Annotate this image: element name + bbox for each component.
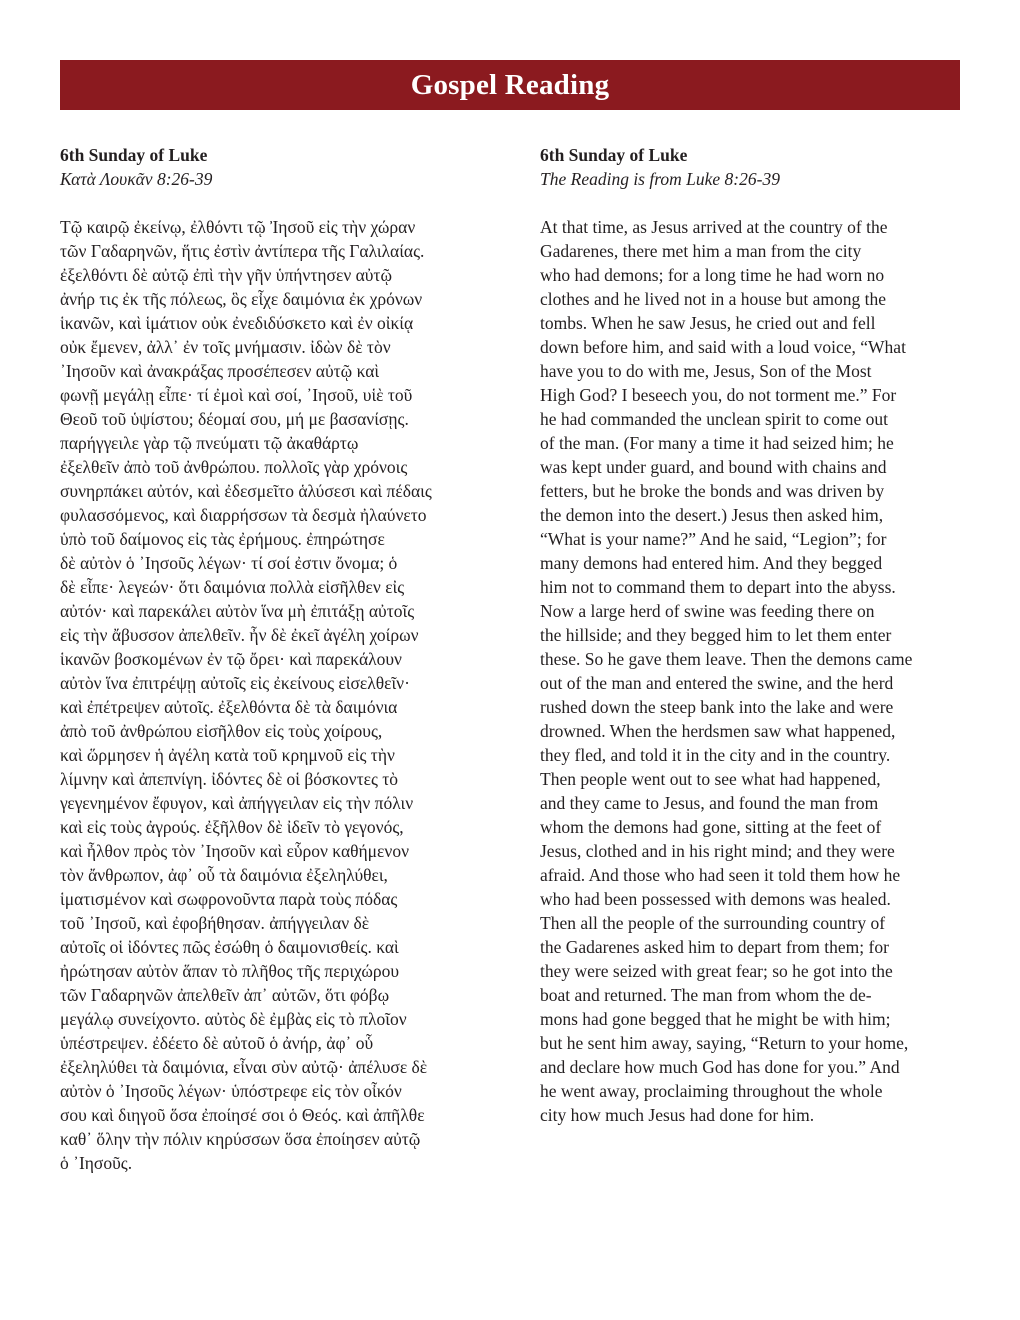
english-text-line: fetters, but he broke the bonds and was driven by — [540, 481, 885, 501]
greek-text-line: τῶν Γαδαρηνῶν ἀπελθεῖν ἀπ᾿ αὐτῶν, ὅτι φόβῳ — [60, 985, 390, 1005]
greek-text-line: δὲ αὐτὸν ὁ ᾿Ιησοῦς λέγων· τί σοί ἐστιν ὄνομα; ὁ — [60, 553, 398, 573]
english-text-line: Jesus, clothed and in his right mind; and they were — [540, 841, 895, 861]
greek-text-line: αὐτὸν ὁ ᾿Ιησοῦς λέγων· ὑπόστρεφε εἰς τὸν οἶκόν — [60, 1081, 402, 1101]
greek-text-line: καθ᾿ ὅλην τὴν πόλιν κηρύσσων ὅσα ἐποίησεν αὐτῷ — [60, 1129, 421, 1149]
greek-text-line: Θεοῦ τοῦ ὑψίστου; δέομαί σου, μή με βασανίσῃς. — [60, 409, 409, 429]
english-text-line: he had commanded the unclean spirit to come out — [540, 409, 888, 429]
english-text-line: was kept under guard, and bound with chains and — [540, 457, 887, 477]
english-text-line: clothes and he lived not in a house but among the — [540, 289, 887, 309]
greek-text-line: καὶ εἰς τοὺς ἀγρούς. ἐξῆλθον δὲ ἰδεῖν τὸ γεγονός, — [60, 817, 404, 837]
greek-text-line: σου καὶ διηγοῦ ὅσα ἐποίησέ σοι ὁ Θεός. καὶ ἀπῆλθε — [60, 1105, 425, 1125]
english-text-line: Then all the people of the surrounding country of — [540, 913, 886, 933]
greek-text-line: τῶν Γαδαρηνῶν, ἥτις ἐστὶν ἀντίπερα τῆς Γαλιλαίας. — [60, 241, 425, 261]
greek-text-line: ὁ ᾿Ιησοῦς. — [60, 1153, 133, 1173]
greek-text-line: ἀνήρ τις ἐκ τῆς πόλεως, ὃς εἶχε δαιμόνια ἐκ χρόνων — [60, 289, 423, 309]
greek-text-line: ᾿Ιησοῦν καὶ ἀνακράξας προσέπεσεν αὐτῷ καὶ — [60, 361, 380, 381]
english-text-line: Now a large herd of swine was feeding there on — [540, 601, 875, 621]
greek-text-line: αὐτὸν ἵνα ἐπιτρέψῃ αὐτοῖς εἰς ἐκείνους εἰσελθεῖν· — [60, 673, 410, 693]
english-text-line: down before him, and said with a loud voice, “What — [540, 337, 906, 357]
english-text-line: but he sent him away, saying, “Return to your home, — [540, 1033, 909, 1053]
english-text-line: rushed down the steep bank into the lake and were — [540, 697, 894, 717]
english-text-line: boat and returned. The man from whom the de- — [540, 985, 872, 1005]
english-text-line: drowned. When the herdsmen saw what happened, — [540, 721, 896, 741]
page-title: Gospel Reading — [410, 68, 610, 101]
greek-heading: 6th Sunday of Luke — [60, 145, 208, 165]
english-text-line: of the man. (For many a time it had seized him; he — [540, 433, 894, 453]
greek-text-line: συνηρπάκει αὐτόν, καὶ ἐδεσμεῖτο ἁλύσεσι καὶ πέδαις — [60, 481, 432, 501]
greek-text-line: καὶ ἦλθον πρὸς τὸν ᾿Ιησοῦν καὶ εὗρον καθήμενον — [60, 841, 409, 861]
greek-text-line: ἱματισμένον καὶ σωφρονοῦντα παρὰ τοὺς πόδας — [60, 889, 398, 909]
english-text-line: Then people went out to see what had happened, — [540, 769, 881, 789]
greek-text-line: φωνῇ μεγάλῃ εἶπε· τί ἐμοὶ καὶ σοί, ᾿Ιησοῦ, υἱὲ τοῦ — [60, 385, 413, 405]
greek-text-line: αὐτόν· καὶ παρεκάλει αὐτὸν ἵνα μὴ ἐπιτάξῃ αὐτοῖς — [60, 601, 415, 621]
greek-text-line: εἰς τὴν ἄβυσσον ἀπελθεῖν. ἦν δὲ ἐκεῖ ἀγέλη χοίρων — [60, 625, 419, 645]
greek-text-line: ὑπέστρεψεν. ἐδέετο δὲ αὐτοῦ ὁ ἀνήρ, ἀφ᾿ οὗ — [60, 1033, 374, 1053]
greek-column — [60, 143, 485, 1175]
greek-text-line: ἀπὸ τοῦ ἀνθρώπου εἰσῆλθον εἰς τοὺς χοίρους, — [60, 721, 383, 741]
english-heading: 6th Sunday of Luke — [540, 145, 688, 165]
section-banner — [60, 60, 960, 110]
greek-text-line: λίμνην καὶ ἀπεπνίγη. ἰδόντες δὲ οἱ βόσκοντες τὸ — [60, 769, 399, 789]
english-text-line: afraid. And those who had seen it told them how he — [540, 865, 901, 885]
greek-text-line: ἐξελθεῖν ἀπὸ τοῦ ἀνθρώπου. πολλοῖς γὰρ χρόνοις — [60, 457, 408, 477]
english-text-line: who had been possessed with demons was healed. — [540, 889, 891, 909]
greek-text-line: γεγενημένον ἔφυγον, καὶ ἀπήγγειλαν εἰς τὴν πόλιν — [60, 793, 414, 813]
english-text-line: have you to do with me, Jesus, Son of the Most — [540, 361, 872, 381]
greek-text-line: ἐξελθόντι δὲ αὐτῷ ἐπὶ τὴν γῆν ὑπήντησεν αὐτῷ — [60, 265, 392, 285]
greek-text-line: μεγάλῳ συνείχοντο. αὐτὸς δὲ ἐμβὰς εἰς τὸ πλοῖον — [60, 1009, 407, 1029]
greek-text-line: τοῦ ᾿Ιησοῦ, καὶ ἐφοβήθησαν. ἀπήγγειλαν δὲ — [60, 913, 370, 933]
english-text-line: him not to command them to depart into the abyss. — [540, 577, 896, 597]
greek-text-line: ἱκανῶν, καὶ ἱμάτιον οὐκ ἐνεδιδύσκετο καὶ ἐν οἰκίᾳ — [60, 313, 414, 333]
greek-citation: Κατὰ Λουκᾶν 8:26-39 — [60, 169, 213, 189]
english-text-line: mons had gone begged that he might be with him; — [540, 1009, 891, 1029]
greek-text-line: καὶ ἐπέτρεψεν αὐτοῖς. ἐξελθόντα δὲ τὰ δαιμόνια — [60, 697, 398, 717]
english-text-line: many demons had entered him. And they begged — [540, 553, 883, 573]
greek-reading-text — [60, 215, 485, 1175]
english-text-line: “What is your name?” And he said, “Legion”; for — [540, 529, 887, 549]
greek-text-line: φυλασσόμενος, καὶ διαρρήσσων τὰ δεσμὰ ἠλαύνετο — [60, 505, 427, 525]
greek-text-line: οὐκ ἔμενεν, ἀλλ᾿ ἐν τοῖς μνήμασιν. ἰδὼν δὲ τὸν — [60, 337, 391, 357]
greek-text-line: Τῷ καιρῷ ἐκείνῳ, ἐλθόντι τῷ Ἰησοῦ εἰς τὴν χώραν — [60, 217, 416, 237]
english-text-line: the Gadarenes asked him to depart from them; for — [540, 937, 889, 957]
english-text-line: whom the demons had gone, sitting at the feet of — [540, 817, 882, 837]
english-text-line: and they came to Jesus, and found the man from — [540, 793, 879, 813]
english-text-line: High God? I beseech you, do not torment me.” For — [540, 385, 897, 405]
greek-text-line: παρήγγειλε γὰρ τῷ πνεύματι τῷ ἀκαθάρτῳ — [60, 433, 359, 453]
english-text-line: he went away, proclaiming throughout the whole — [540, 1081, 883, 1101]
greek-text-line: ὑπὸ τοῦ δαίμονος εἰς τὰς ἐρήμους. ἐπηρώτησε — [60, 529, 385, 549]
greek-text-line: ἠρώτησαν αὐτὸν ἅπαν τὸ πλῆθος τῆς περιχώρου — [60, 961, 400, 981]
english-text-line: they fled, and told it in the city and in the country. — [540, 745, 891, 765]
english-text-line: At that time, as Jesus arrived at the country of the — [540, 217, 888, 237]
english-text-line: tombs. When he saw Jesus, he cried out and fell — [540, 313, 876, 333]
english-text-line: the hillside; and they begged him to let them enter — [540, 625, 892, 645]
english-text-line: Gadarenes, there met him a man from the city — [540, 241, 862, 261]
greek-text-line: τὸν ἄνθρωπον, ἀφ᾿ οὗ τὰ δαιμόνια ἐξεληλύθει, — [60, 865, 388, 885]
english-reading-text — [540, 215, 965, 1127]
english-text-line: they were seized with great fear; so he got into the — [540, 961, 893, 981]
greek-text-line: ἱκανῶν βοσκομένων ἐν τῷ ὄρει· καὶ παρεκάλουν — [60, 649, 402, 669]
english-text-line: and declare how much God has done for you.” And — [540, 1057, 900, 1077]
english-column — [540, 143, 965, 1127]
english-text-line: who had demons; for a long time he had worn no — [540, 265, 885, 285]
english-text-line: these. So he gave them leave. Then the demons came — [540, 649, 913, 669]
greek-text-line: καὶ ὥρμησεν ἡ ἀγέλη κατὰ τοῦ κρημνοῦ εἰς τὴν — [60, 745, 395, 765]
english-text-line: out of the man and entered the swine, and the herd — [540, 673, 894, 693]
greek-text-line: δὲ εἶπε· λεγεών· ὅτι δαιμόνια πολλὰ εἰσῆλθεν εἰς — [60, 577, 405, 597]
greek-text-line: αὐτοῖς οἱ ἰδόντες πῶς ἐσώθη ὁ δαιμονισθείς. καὶ — [60, 937, 399, 957]
greek-text-line: ἐξεληλύθει τὰ δαιμόνια, εἶναι σὺν αὐτῷ· ἀπέλυσε δὲ — [60, 1057, 428, 1077]
english-text-line: the demon into the desert.) Jesus then asked him, — [540, 505, 884, 525]
english-text-line: city how much Jesus had done for him. — [540, 1105, 815, 1125]
english-citation: The Reading is from Luke 8:26-39 — [540, 169, 780, 189]
